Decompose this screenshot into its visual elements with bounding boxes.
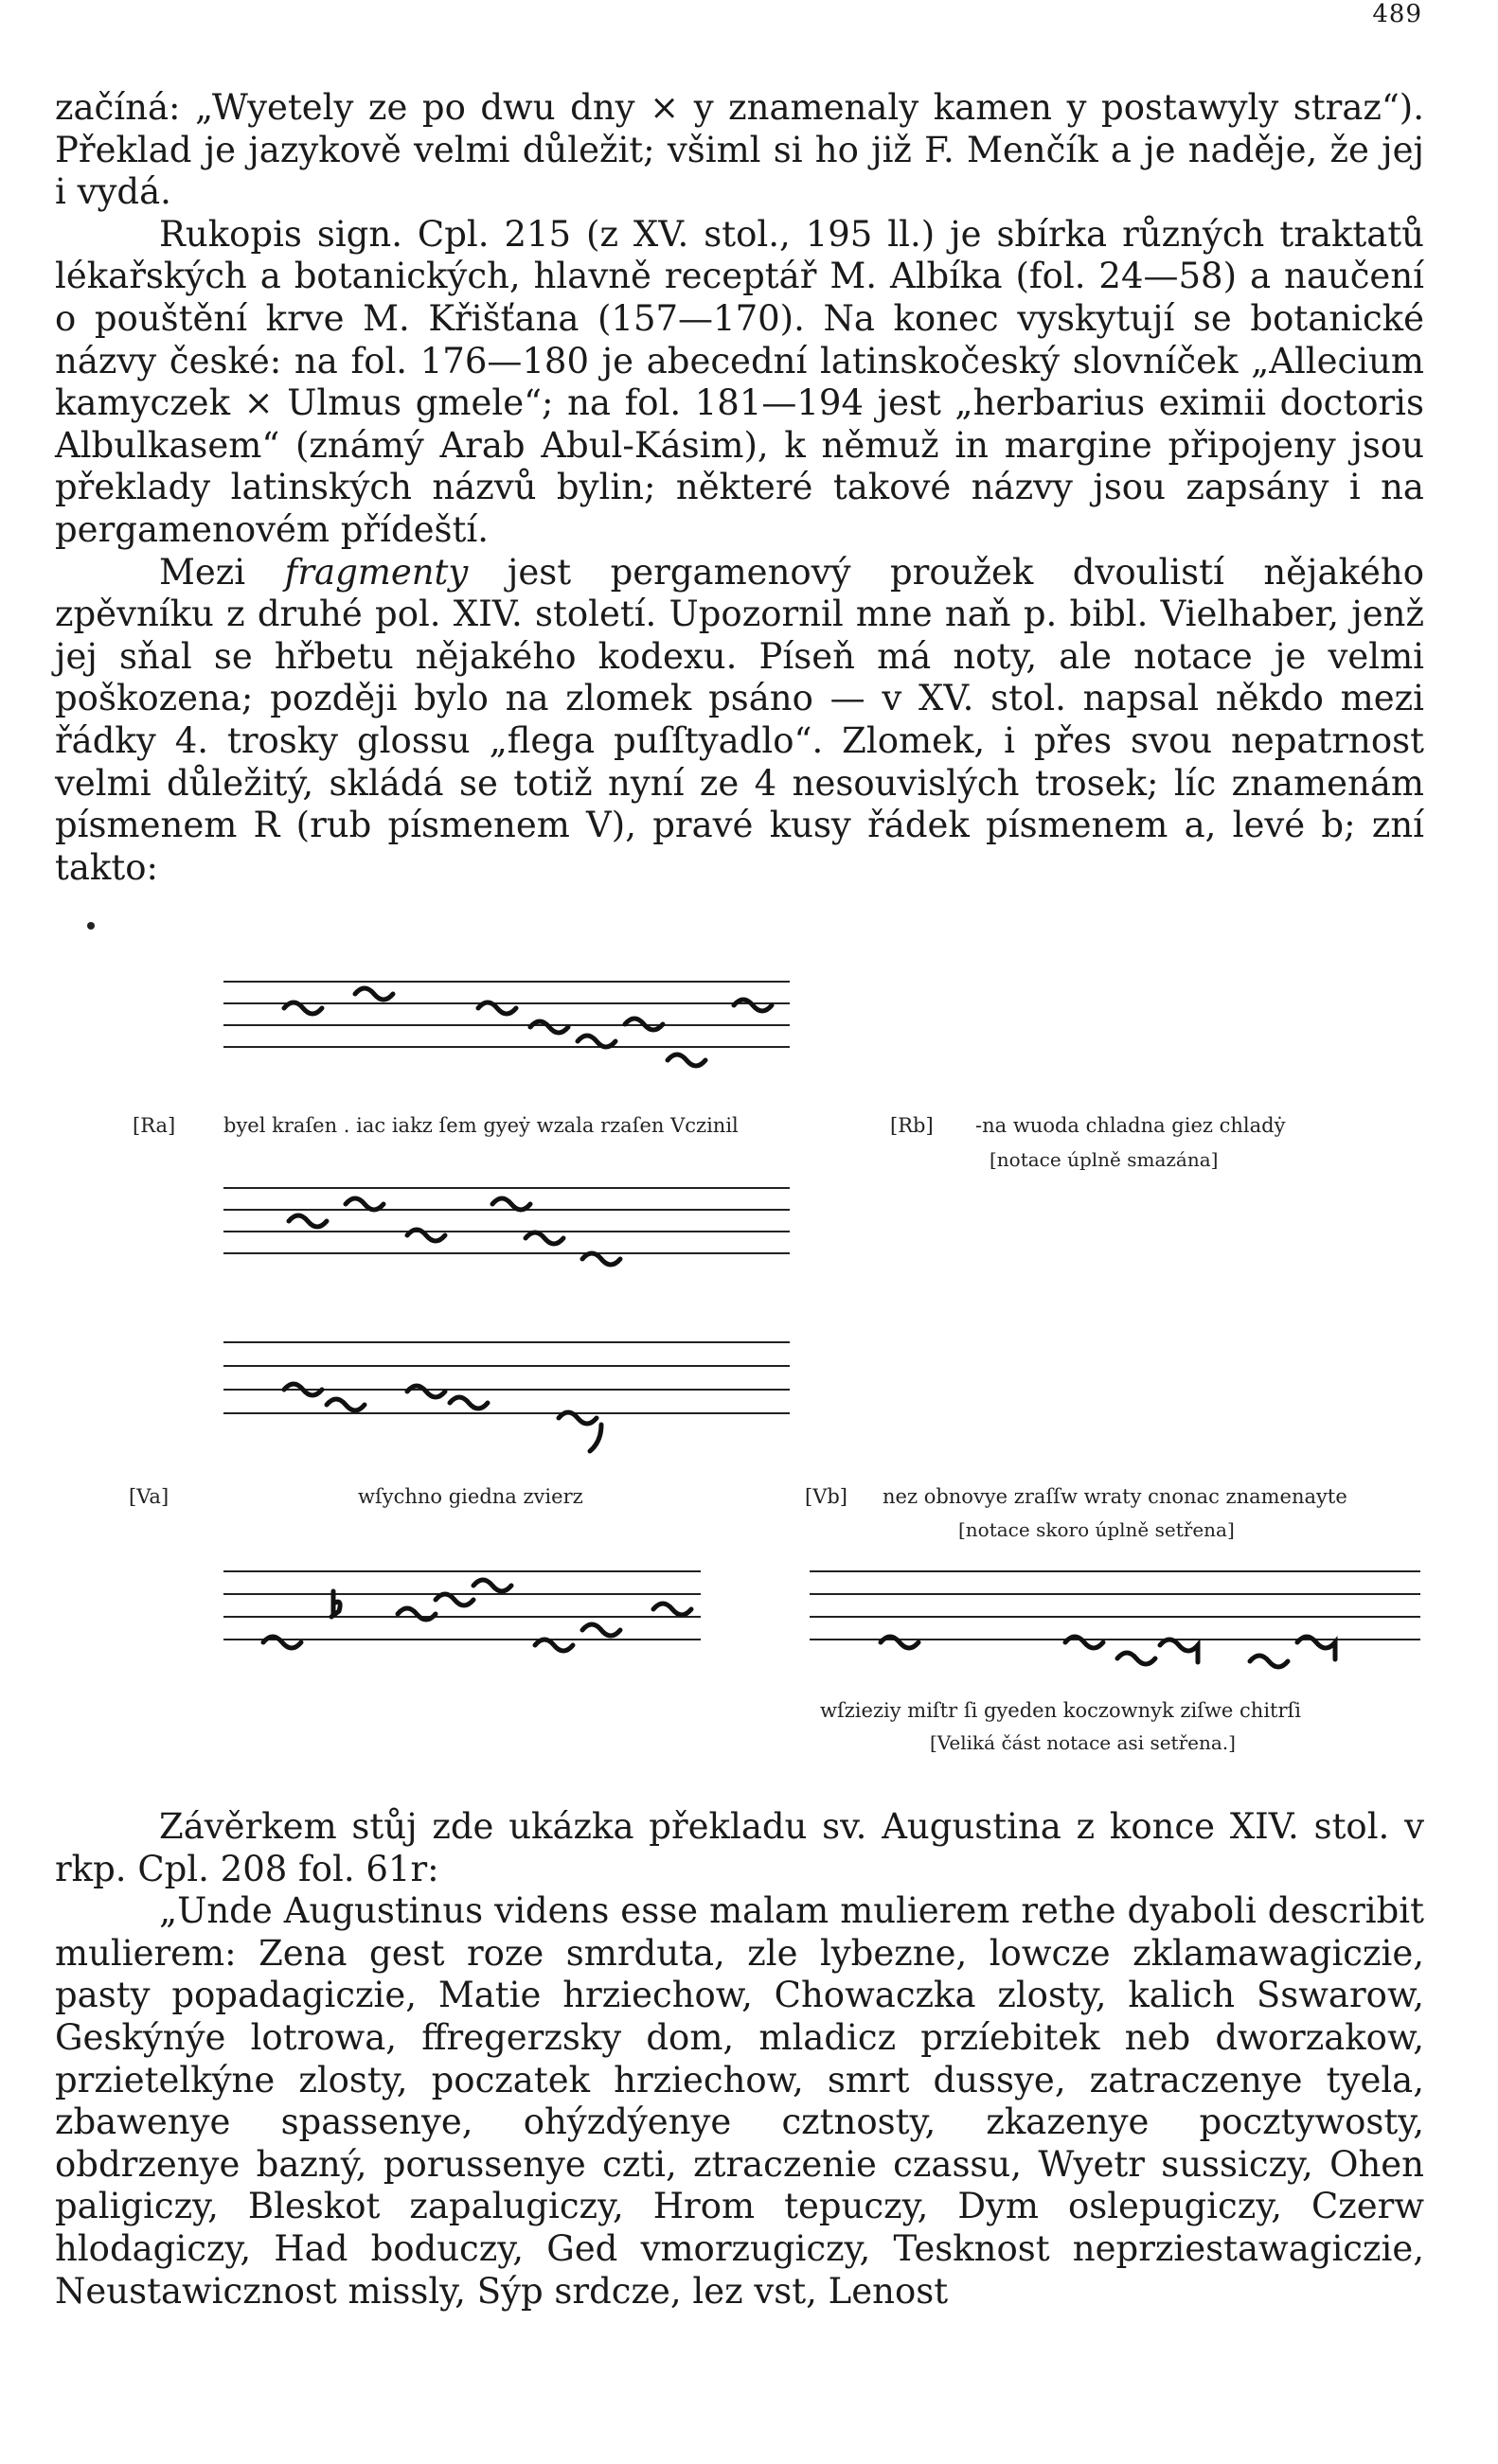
neume [653,1604,691,1615]
sigla-rb: [Rb] [890,1114,934,1137]
neume [398,1608,436,1620]
neume [535,1640,573,1651]
neume [1250,1656,1288,1667]
sigla-va: [Va] [129,1485,169,1508]
neume [526,1232,563,1244]
paragraph-4: Závěrkem stůj zde ukázka překladu sv. Augustina z konce XIV. stol. v rkp. Cpl. 208 fol. 61r: [55,1806,1424,1889]
neume [492,1198,530,1210]
neume [473,1580,511,1591]
staff-va-upper [223,1342,790,1413]
neume [355,988,393,1000]
neume [578,1036,615,1047]
neume [530,1021,568,1033]
closing-text [55,1806,1424,2313]
fragmenty-emphasis: fragmenty [284,551,469,593]
neume [734,1000,772,1011]
paragraph-3-start: Mezi [159,551,285,593]
paragraph-1: začíná: „Wyetely ze po dwu dny × y znamenaly kamen y postawyly straz“). Překlad je jazykově velmi důležit; všiml si ho již F. Menčík a je naděje, že jej i vydá. [55,87,1424,213]
fragment-ra-text: byel kraſen . iac iakz ſem gyeẏ wzala rzaſen Vczinil [223,1114,739,1137]
neume [346,1198,383,1210]
fragment-va-text: wſychno giedna zvierz [358,1485,583,1508]
neume [582,1624,620,1636]
paragraph-5: „Unde Augustinus videns esse malam mulierem rethe dyaboli describit mulierem: Zena gest roze smrduta, zle lybezne, lowcze zklamawagiczie, pasty popadagiczie, Matie hrziechow, Chowaczka zlosty, kalich Sswarow, Geskýnýe lotrowa, ffregerzsky dom, mladicz przíebitek neb dworzakow, przietelkýne zlosty, poczatek hrziechow, smrt dussye, zatraczenye tyela, zbawenye spassenye, ohýzdýenye cztnosty, zkazenye pocztywosty, obdrzenye bazný, porussenye czti, ztraczenie czassu, Wyetr sussiczy, Ohen paligiczy, Bleskot zapalugiczy, Hrom tepuczy, Dym oslepugiczy, Czerw hlodagiczy, Had boduczy, Ged vmorzugiczy, Tesknost neprziestawagiczie, Neustawicznost missly, Sýp srdcze, lez vst, Lenost [55,1890,1424,2312]
fragment-vb2-note: [Veliká část notace asi setřena.] [930,1731,1236,1754]
neume [1160,1640,1198,1662]
neume [263,1637,301,1648]
neume [582,1253,620,1265]
fragment-rb-text: -na wuoda chladna giez chladẏ [975,1114,1286,1137]
staff-vb [810,1571,1420,1640]
fragment-vb-text: nez obnovye zraſſw wraty cnonac znamenayte [883,1485,1347,1508]
neume [590,1425,601,1451]
fragment-vb2-text: wſzieziy miſtr ſi gyeden koczownyk ziſwe chitrſi [820,1699,1301,1722]
flat-sign [331,1591,340,1617]
fragment-rb-note: [notace úplně smazána] [990,1148,1219,1171]
fragment-vb-note: [notace skoro úplně setřena] [958,1518,1235,1541]
paragraph-3-rest: jest pergamenový proužek dvoulistí nějakého zpěvníku z druhé pol. XIV. století. Upozornil mne naň p. bibl. Vielhaber, jenž jej sňal se hřbetu nějakého kodexu. Píseň má noty, ale notace je velmi poškozena; později bylo na zlomek psáno — v XV. stol. napsal někdo mezi řádky 4. trosky glossu „flega puſſtyadlo“. Zlomek, i přes svou nepatrnost velmi důležitý, skládá se totiž nyní ze 4 nesouvislých trosek; líc znamenám písmenem R (rub písmenem V), pravé kusy řádek písmenem a, levé b; zní takto: [55,551,1424,888]
sigla-ra: [Ra] [133,1114,176,1137]
sigla-vb: [Vb] [805,1485,847,1508]
neume [327,1399,365,1410]
neume [407,1386,445,1397]
paragraph-2: Rukopis sign. Cpl. 215 (z XV. stol., 195 ll.) je sbírka různých traktatů lékařských a botanických, hlavně receptář M. Albíka (fol. 24—58) a naučení o pouštění krve M. Křišťana (157—170). Na konec vyskytují se botanické názvy české: na fol. 176—180 je abecední latinskočeský slovníček „Allecium kamyczek × Ulmus gmele“; na fol. 181—194 jest „herbarius eximii doctoris Albulkasem“ (známý Arab Abul-Kásim), k němuž in margine připojeny jsou překlady latinských názvů bylin; některé takové názvy jsou zapsány i na pergamenovém přídeští. [55,213,1424,550]
neume [1117,1653,1155,1664]
neume [436,1594,473,1605]
page-number: 489 [1372,0,1422,28]
neume [1065,1637,1103,1648]
neume [289,1215,327,1227]
neume [881,1637,918,1648]
neume [450,1397,488,1409]
neume [668,1055,705,1066]
